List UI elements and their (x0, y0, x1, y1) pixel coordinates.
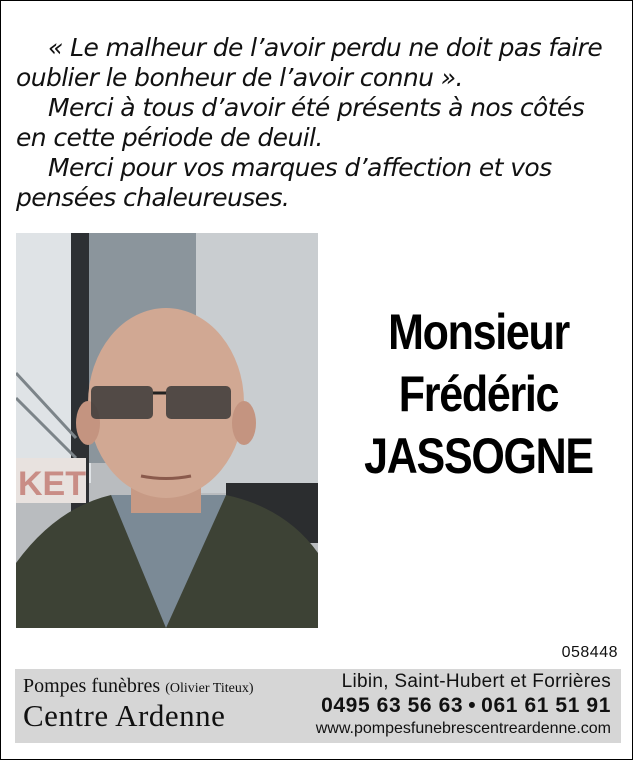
funeral-home-label: Pompes funèbres (23, 675, 161, 697)
funeral-home-phones (291, 693, 611, 719)
funeral-home-brand (23, 675, 293, 734)
reference-number: 058448 (561, 644, 618, 661)
quote-line: « Le malheur de l’avoir perdu ne doit pas faire oublier le bonheur de l’avoir connu ». (16, 33, 603, 92)
funeral-home-name: Centre Ardenne (23, 698, 226, 733)
funeral-home-towns: Libin, Saint-Hubert et Forrières (341, 671, 611, 692)
phone-separator: • (468, 694, 477, 717)
name-last: JASSOGNE (364, 428, 593, 484)
funeral-home-owner: (Olivier Titeux) (165, 681, 254, 696)
funeral-home-banner (15, 669, 621, 743)
funeral-home-website: www.pompesfunebrescentreardenne.com (315, 720, 611, 737)
signage-text: KET (18, 465, 86, 503)
affection-line: Merci pour vos marques d’affection et vos pensées chaleureuses. (16, 153, 552, 212)
deceased-name (352, 301, 606, 487)
phone-landline: 061 61 51 91 (481, 694, 611, 717)
funeral-home-contact (291, 671, 611, 739)
name-first: Frédéric (398, 366, 559, 422)
thanks-line: Merci à tous d’avoir été présents à nos côtés en cette période de deuil. (16, 93, 585, 152)
thank-you-text (16, 33, 621, 213)
portrait-photo (16, 233, 318, 628)
name-title: Monsieur (388, 304, 569, 360)
portrait-illustration (16, 233, 318, 628)
phone-mobile: 0495 63 56 63 (321, 694, 464, 717)
